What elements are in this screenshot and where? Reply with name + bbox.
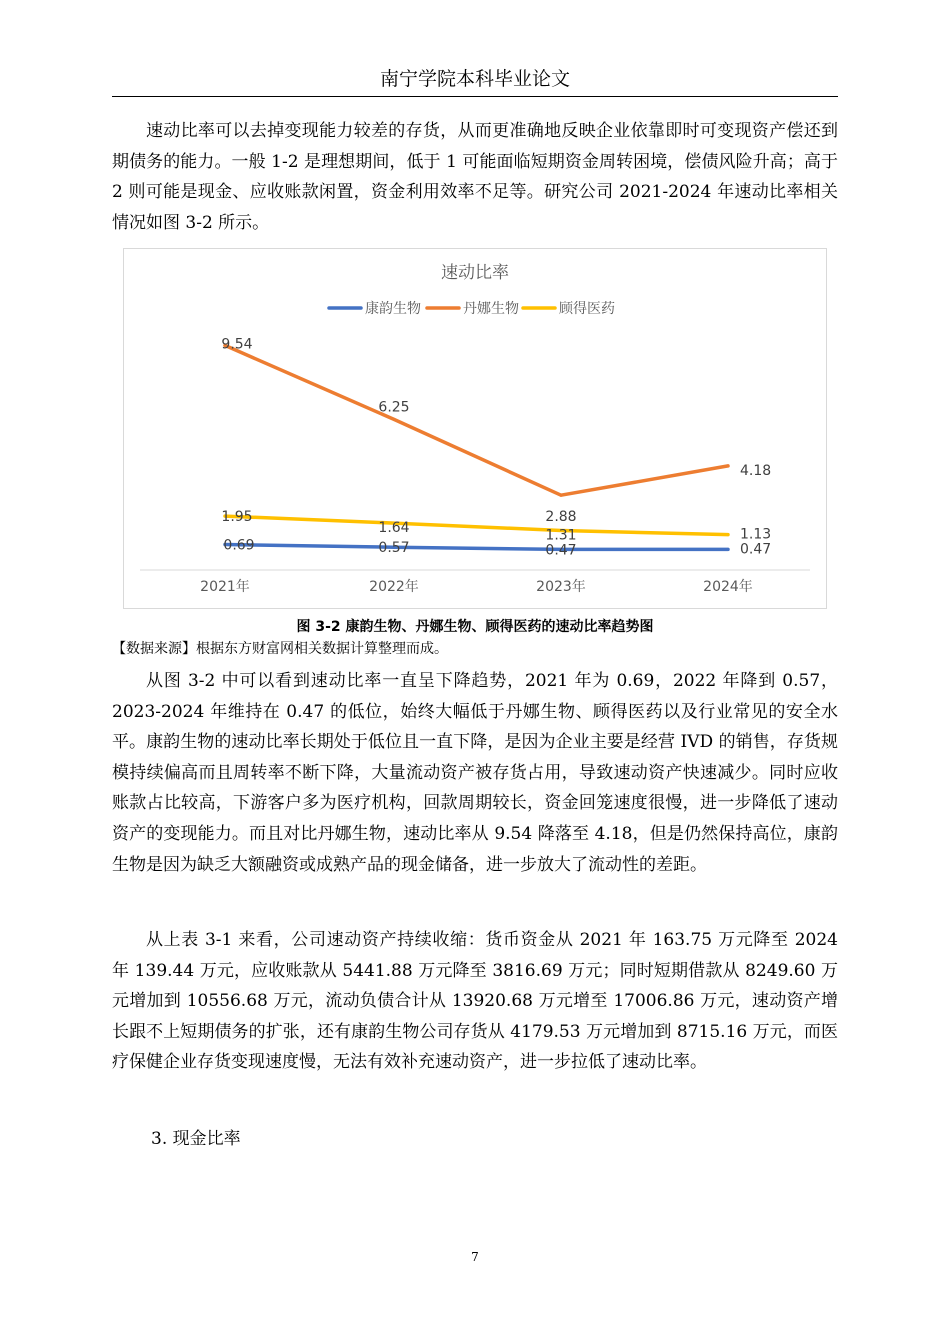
figure-source: 【数据来源】根据东方财富网相关数据计算整理而成。	[112, 641, 448, 657]
data-label: 4.18	[740, 462, 772, 479]
data-point	[727, 464, 730, 467]
legend-label: 康韵生物	[365, 301, 421, 317]
data-point	[560, 494, 563, 497]
series-line	[225, 545, 728, 550]
data-point	[727, 533, 730, 536]
quick-ratio-chart	[123, 248, 827, 609]
header-rule	[112, 96, 838, 97]
page-number: 7	[471, 1250, 479, 1264]
data-label: 9.54	[221, 336, 253, 353]
series-line	[225, 345, 728, 495]
x-tick-label: 2022年	[369, 579, 419, 595]
data-label-layer	[221, 336, 771, 558]
data-label: 0.57	[378, 540, 410, 557]
data-label: 6.25	[378, 399, 410, 416]
data-label: 2.88	[545, 509, 577, 526]
chart-title: 速动比率	[441, 263, 509, 283]
x-tick-label: 2021年	[200, 579, 250, 595]
x-tick-label: 2024年	[703, 579, 753, 595]
data-label: 1.13	[740, 526, 772, 543]
data-label: 1.64	[378, 520, 410, 537]
legend-item	[427, 300, 519, 317]
chart-svg	[124, 249, 826, 608]
chart-legend	[329, 300, 615, 317]
legend-label: 丹娜生物	[463, 301, 519, 317]
data-label: 0.47	[545, 542, 577, 559]
data-point	[727, 548, 730, 551]
figure-caption: 图 3-2 康韵生物、丹娜生物、顾得医药的速动比率趋势图	[296, 619, 654, 635]
legend-item	[523, 301, 615, 317]
paragraph-text: 从图 3-2 中可以看到速动比率一直呈下降趋势，2021 年为 0.69，2022 年降到 0.57，2023-2024 年维持在 0.47 的低位，始终大幅低于丹娜生物、顾得医药以及行业常见的安全水平。康韵生物的速动比率长期处于低位且一直下降，是因为企业主要是经营 IVD 的销售，存货规模持续偏高而且周转率不断下降，大量流动资产被存货占用，导致速动资产快速减少。同时应收账款占比较高，下游客户多为医疗机构，回款周期较长，资金回笼速度很慢，进一步降低了速动资产的变现能力。而且对比丹娜生物，速动比率从 9.54 降落至 4.18，但是仍然保持高位，康韵生物是因为缺乏大额融资或成熟产品的现金储备，进一步放大了流动性的差距。	[112, 671, 838, 875]
data-label: 1.95	[221, 509, 253, 526]
paragraph-text: 从上表 3-1 来看，公司速动资产持续收缩：货币资金从 2021 年 163.75 万元降至 2024 年 139.44 万元，应收账款从 5441.88 万元降至 3816.69 万元；同时短期借款从 8249.60 万元增加到 10556.68 万元，流动负债合计从 13920.68 万元增至 17006.86 万元，速动资产增长跟不上短期债务的扩张，还有康韵生物公司存货从 4179.53 万元增加到 8715.16 万元，而医疗保健企业存货变现速度慢，无法有效补充速动资产，进一步拉低了速动比率。	[112, 930, 838, 1073]
legend-label: 顾得医药	[559, 301, 615, 317]
legend-item	[329, 300, 421, 317]
series-line	[225, 516, 728, 535]
paragraph-text: 速动比率可以去掉变现能力较差的存货，从而更准确地反映企业依靠即时可变现资产偿还到期债务的能力。一般 1-2 是理想期间，低于 1 可能面临短期资金周转困境，偿债风险升高；高于 2 则可能是现金、应收账款闲置，资金利用效率不足等。研究公司 2021-2024 年速动比率相关情况如图 3-2 所示。	[112, 121, 838, 233]
paragraph-analysis	[112, 666, 838, 880]
page-header: 南宁学院本科毕业论文	[379, 68, 570, 90]
data-point	[393, 418, 396, 421]
x-tick-label: 2023年	[536, 579, 586, 595]
data-label: 0.69	[223, 537, 255, 554]
paragraph-quick-ratio-intro	[112, 116, 838, 238]
series-layer	[223, 344, 730, 554]
x-tick-layer	[200, 578, 753, 595]
section-heading: 3. 现金比率	[151, 1129, 241, 1149]
paragraph-table-analysis	[112, 925, 838, 1078]
data-label: 0.47	[740, 541, 772, 558]
data-label: 1.31	[545, 527, 577, 544]
